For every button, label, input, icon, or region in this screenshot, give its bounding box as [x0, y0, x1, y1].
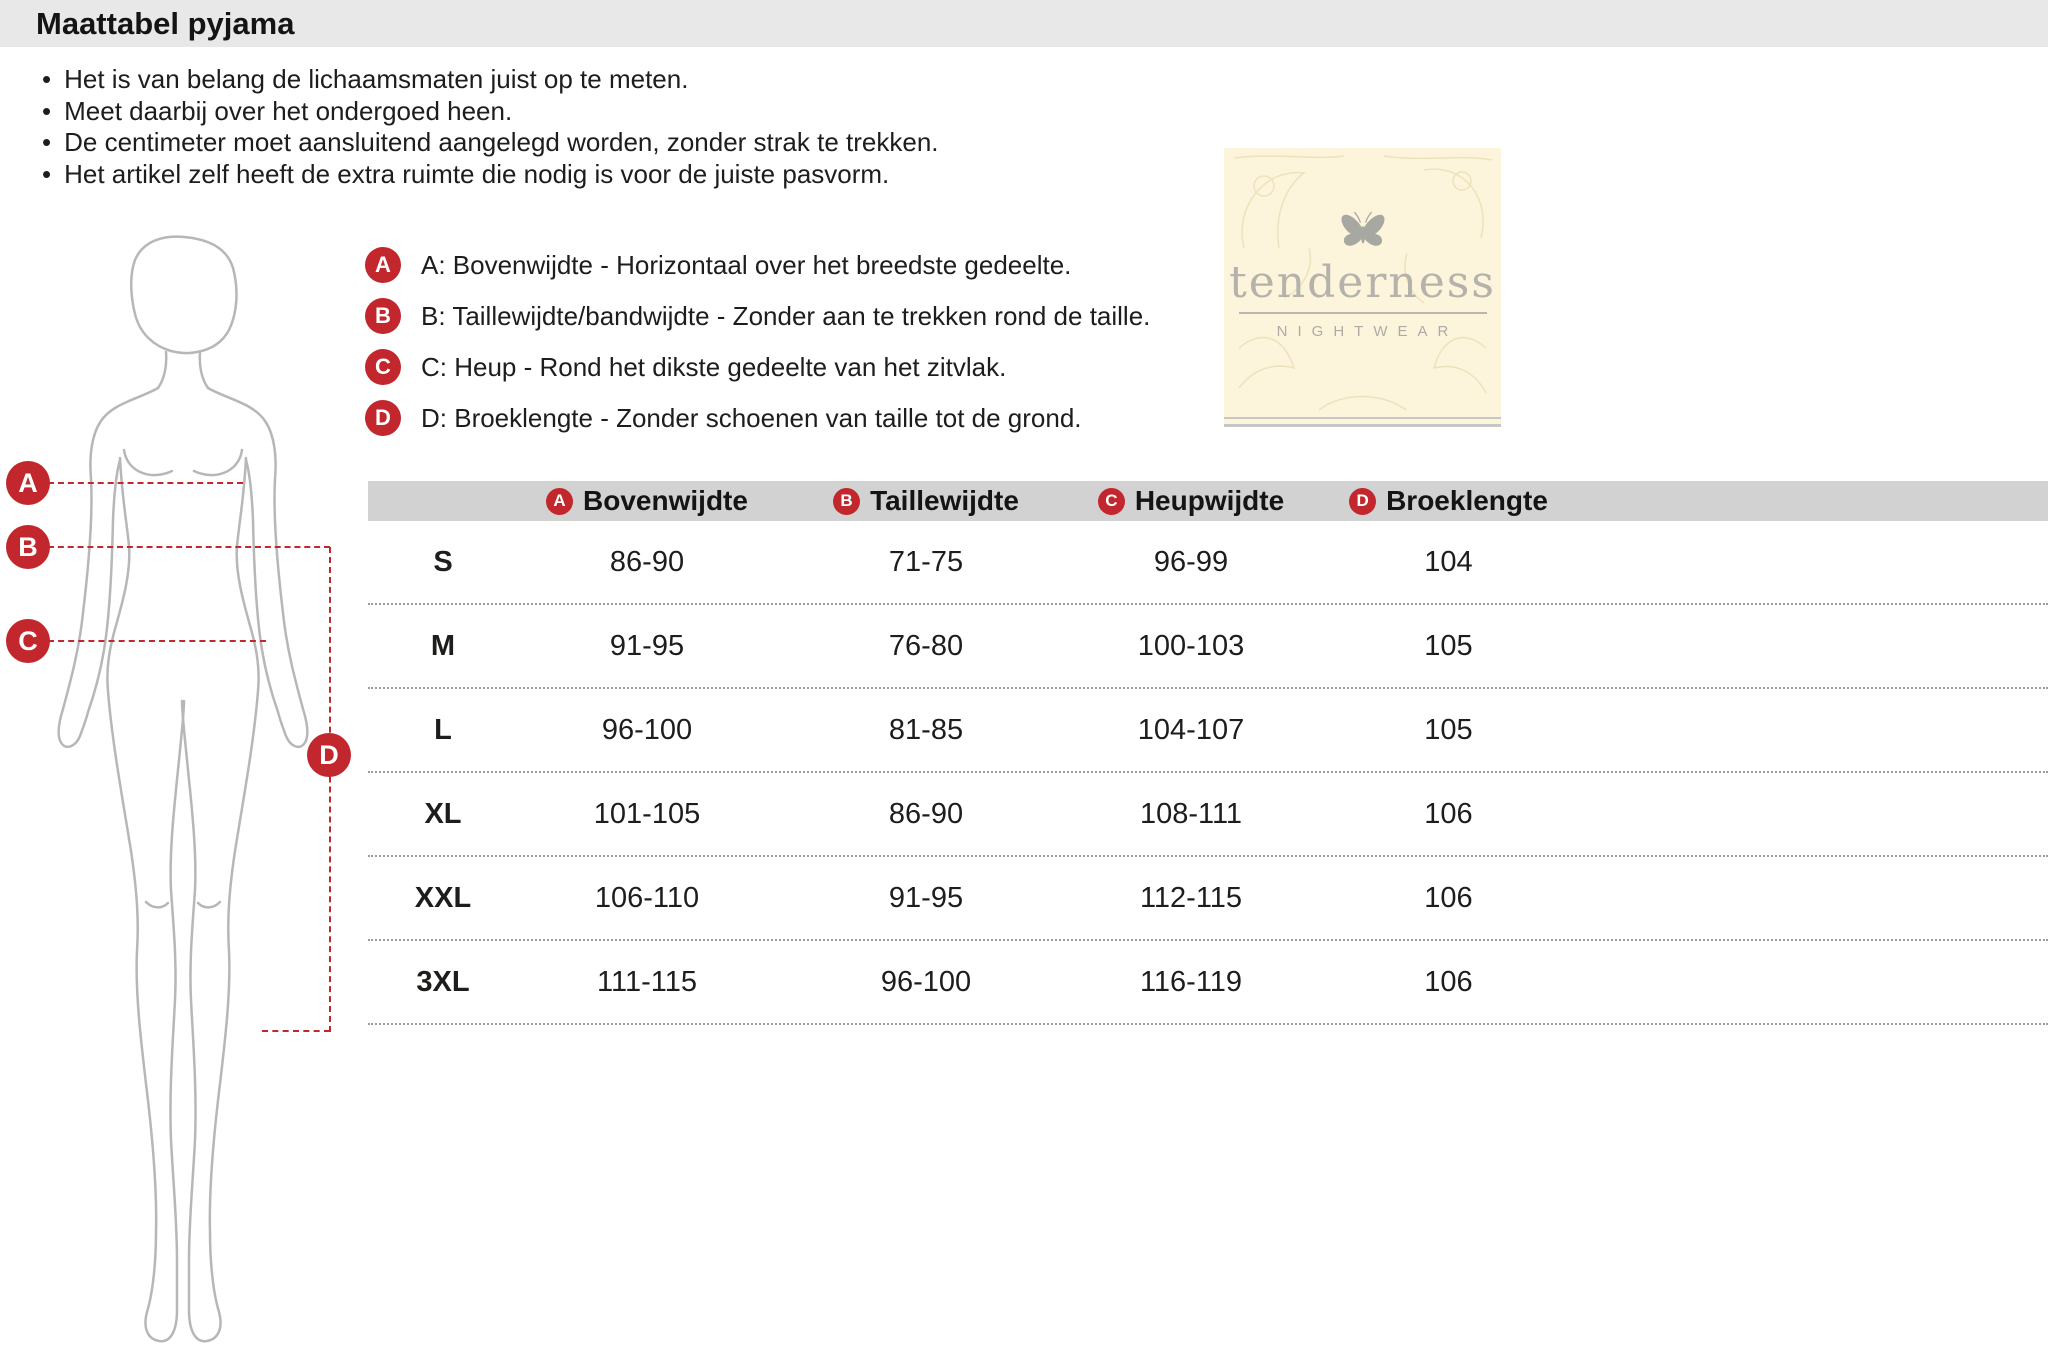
cell-broeklengte: 104: [1424, 545, 1473, 578]
cell-taillewijdte: 76-80: [888, 629, 964, 662]
bullet-icon: •: [42, 127, 52, 157]
column-header-bovenwijdte: [518, 485, 776, 517]
column-marker-b-icon: B: [833, 488, 860, 515]
instruction-text: Het artikel zelf heeft de extra ruimte die nodig is voor de juiste pasvorm.: [64, 158, 890, 189]
size-label: 3XL: [416, 965, 470, 998]
measure-line-d-bottom: [262, 1030, 330, 1032]
legend-badge-b: B: [365, 298, 401, 334]
column-marker-d-icon: D: [1349, 488, 1376, 515]
size-table: [368, 481, 2048, 1025]
brand-subtitle: NIGHTWEAR: [1276, 323, 1459, 340]
cell-bovenwijdte: 96-100: [601, 713, 693, 746]
cell-broeklengte: 106: [1424, 881, 1473, 914]
cell-heupwijdte: 100-103: [1137, 629, 1245, 662]
cell-heupwijdte: 96-99: [1153, 545, 1229, 578]
legend-text: A: Bovenwijdte - Horizontaal over het breedste gedeelte.: [421, 249, 1072, 280]
butterfly-icon: [1337, 210, 1389, 256]
table-row-l: [368, 689, 2048, 773]
legend-badge-d: D: [365, 400, 401, 436]
instruction-text: De centimeter moet aansluitend aangelegd worden, zonder strak te trekken.: [64, 127, 939, 157]
page-title: Maattabel pyjama: [36, 5, 295, 41]
cell-heupwijdte: 112-115: [1139, 881, 1243, 914]
cell-broeklengte: 105: [1424, 629, 1473, 662]
legend-item-d: [365, 400, 1150, 436]
instruction-text: Meet daarbij over het ondergoed heen.: [64, 95, 513, 126]
legend-item-b: [365, 298, 1150, 334]
cell-heupwijdte: 108-111: [1139, 797, 1243, 830]
bullet-icon: •: [42, 64, 52, 94]
cell-broeklengte: 105: [1424, 713, 1473, 746]
cell-taillewijdte: 71-75: [888, 545, 964, 578]
cell-heupwijdte: 116-119: [1139, 965, 1243, 998]
cell-taillewijdte: 96-100: [880, 965, 972, 998]
measure-line-c: [48, 640, 266, 642]
measure-line-b: [48, 546, 330, 548]
cell-broeklengte: 106: [1424, 965, 1473, 998]
legend-badge-a: A: [365, 247, 401, 283]
table-row-xxl: [368, 857, 2048, 941]
legend-text: B: Taillewijdte/bandwijdte - Zonder aan te trekken rond de taille.: [421, 300, 1151, 331]
cell-bovenwijdte: 86-90: [609, 545, 685, 578]
brand-divider: [1239, 312, 1487, 314]
measure-line-d-vertical: [329, 547, 331, 1032]
cell-heupwijdte: 104-107: [1137, 713, 1245, 746]
legend-badge-c: C: [365, 349, 401, 385]
marker-c: C: [6, 619, 50, 663]
cell-bovenwijdte: 111-115: [597, 965, 697, 998]
column-label: Broeklengte: [1386, 485, 1548, 516]
table-row-m: [368, 605, 2048, 689]
size-label: XL: [424, 797, 462, 830]
instruction-text: Het is van belang de lichaamsmaten juist op te meten.: [64, 64, 689, 94]
cell-taillewijdte: 91-95: [888, 881, 964, 914]
column-header-taillewijdte: [776, 485, 1076, 517]
column-header-heupwijdte: [1076, 485, 1306, 517]
legend-item-a: [365, 247, 1150, 283]
table-row-xl: [368, 773, 2048, 857]
cell-taillewijdte: 86-90: [888, 797, 964, 830]
legend-text: C: Heup - Rond het dikste gedeelte van het zitvlak.: [421, 351, 1007, 382]
size-label: S: [433, 545, 453, 578]
cell-bovenwijdte: 91-95: [609, 629, 685, 662]
size-label: M: [430, 629, 456, 662]
size-label: L: [434, 713, 452, 746]
cell-broeklengte: 106: [1424, 797, 1473, 830]
body-silhouette: [0, 0, 380, 1367]
column-marker-a-icon: A: [546, 488, 573, 515]
logo-bottom-rule: [1224, 417, 1501, 427]
brand-logo: [1224, 148, 1501, 427]
bullet-icon: •: [42, 95, 52, 126]
column-marker-c-icon: C: [1098, 488, 1125, 515]
size-label: XXL: [414, 881, 472, 914]
column-header-broeklengte: [1306, 485, 1591, 517]
cell-taillewijdte: 81-85: [888, 713, 964, 746]
cell-bovenwijdte: 106-110: [594, 881, 700, 914]
legend-text: D: Broeklengte - Zonder schoenen van taille tot de grond.: [421, 402, 1082, 433]
marker-d: D: [307, 733, 351, 777]
table-row-s: [368, 521, 2048, 605]
table-header: [368, 481, 2048, 521]
cell-bovenwijdte: 101-105: [593, 797, 701, 830]
column-label: Heupwijdte: [1134, 485, 1285, 516]
column-label: Taillewijdte: [870, 485, 1019, 516]
marker-a: A: [6, 461, 50, 505]
column-label: Bovenwijdte: [583, 485, 748, 516]
bullet-icon: •: [42, 158, 52, 189]
marker-b: B: [6, 525, 50, 569]
table-row-3xl: [368, 941, 2048, 1025]
logo-content: [1229, 148, 1496, 340]
legend-item-c: [365, 349, 1150, 385]
measurement-legend: [365, 247, 1150, 451]
measure-line-a: [48, 482, 243, 484]
brand-name: tenderness: [1229, 257, 1496, 308]
